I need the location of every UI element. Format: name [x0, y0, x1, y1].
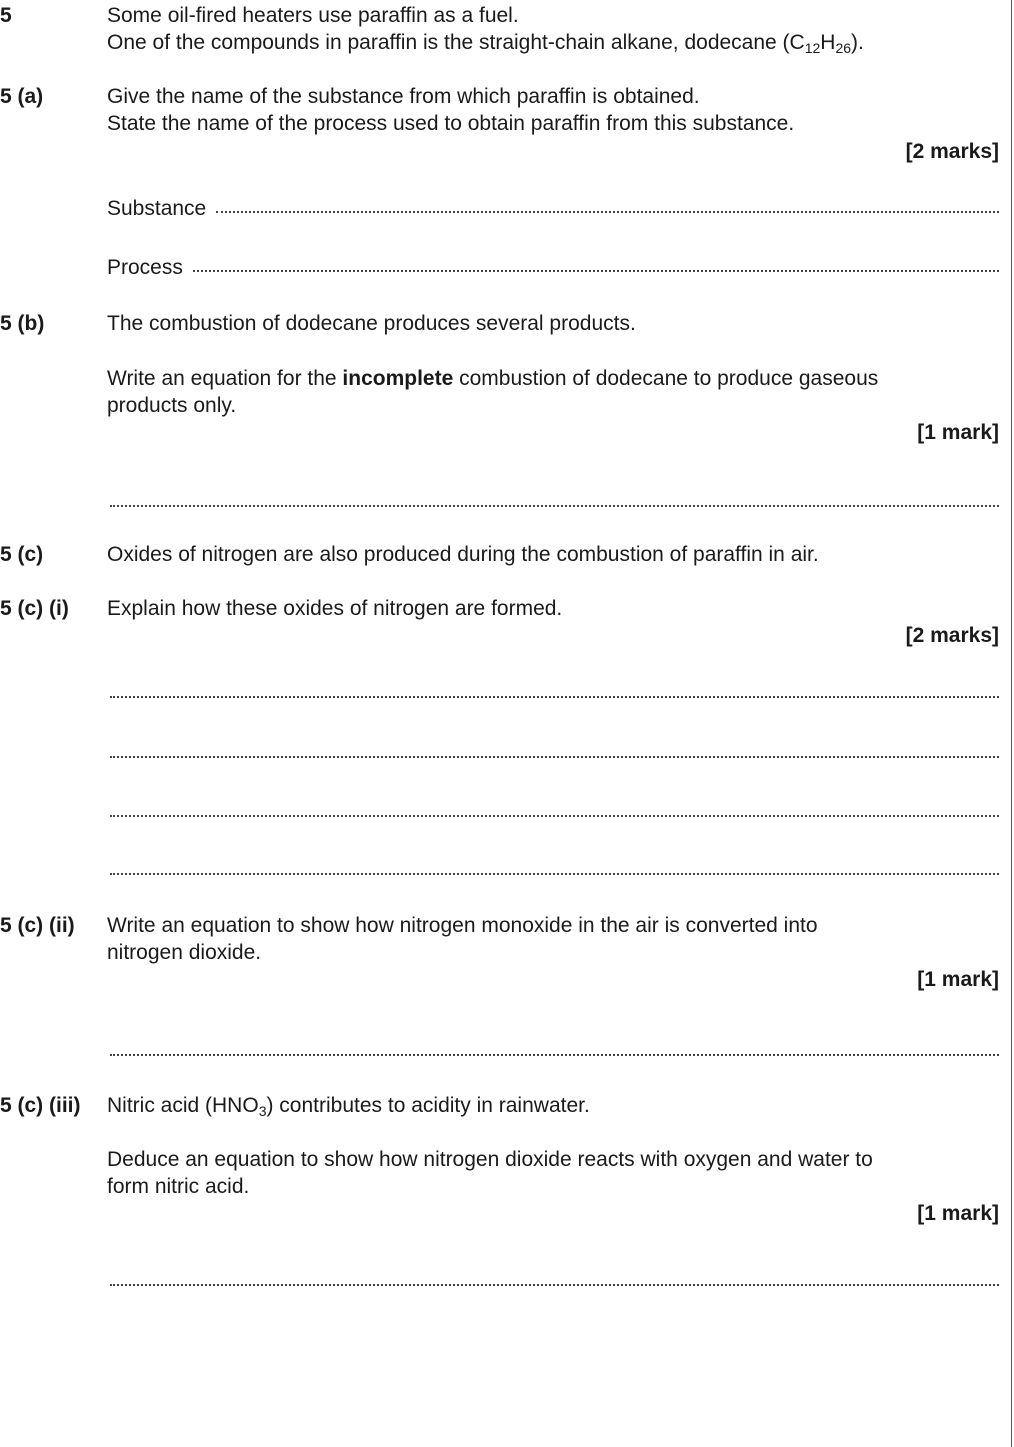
process-answer-field[interactable] — [107, 254, 999, 281]
part-c-ii-line-1: Write an equation to show how nitrogen monoxide in the air is converted into — [107, 914, 818, 937]
part-b-marks: [1 mark] — [917, 421, 999, 444]
part-c-i-answer-line-4[interactable] — [110, 873, 999, 875]
question-number: 5 — [0, 4, 12, 27]
part-c-iii-label: 5 (c) (iii) — [0, 1094, 81, 1117]
part-c-ii-answer-line[interactable] — [110, 1054, 999, 1056]
part-c-ii-line-2: nitrogen dioxide. — [107, 941, 262, 964]
part-b-answer-line[interactable] — [110, 505, 999, 507]
part-c-iii-marks: [1 mark] — [917, 1202, 999, 1225]
part-c-iii-line-1-text: Nitric acid (HNO — [107, 1094, 259, 1117]
substance-answer-field[interactable] — [107, 195, 999, 222]
substance-answer-line[interactable] — [216, 210, 999, 213]
part-a-line-2: State the name of the process used to obtain paraffin from this substance. — [107, 112, 795, 135]
formula-close: ). — [851, 31, 864, 54]
part-a-line-1: Give the name of the substance from which paraffin is obtained. — [107, 85, 700, 108]
part-c-line-1: Oxides of nitrogen are also produced during the combustion of paraffin in air. — [107, 543, 819, 566]
intro-line-2-text: One of the compounds in paraffin is the straight-chain alkane, dodecane (C — [107, 31, 805, 54]
part-a-label: 5 (a) — [0, 85, 44, 108]
part-c-iii-line-1 — [107, 1092, 987, 1119]
part-b-line-2-text: Write an equation for the — [107, 367, 343, 390]
incomplete-emphasis: incomplete — [342, 367, 454, 390]
page-edge-line — [1011, 0, 1012, 1447]
part-c-i-line-1: Explain how these oxides of nitrogen are formed. — [107, 597, 563, 620]
part-c-ii-label: 5 (c) (ii) — [0, 914, 75, 937]
formula-subscript-3: 3 — [258, 1103, 267, 1119]
part-b-line-3: products only. — [107, 394, 237, 417]
formula-subscript-26: 26 — [835, 40, 852, 56]
part-c-i-answer-line-3[interactable] — [110, 815, 999, 817]
part-c-label: 5 (c) — [0, 543, 44, 566]
part-c-iii-line-1-rest: ) contributes to acidity in rainwater. — [266, 1094, 590, 1117]
part-c-i-label: 5 (c) (i) — [0, 597, 69, 620]
formula-h: H — [820, 31, 836, 54]
part-c-iii-line-3: form nitric acid. — [107, 1175, 250, 1198]
formula-subscript-12: 12 — [804, 40, 821, 56]
part-c-i-answer-line-1[interactable] — [110, 696, 999, 698]
part-c-i-answer-line-2[interactable] — [110, 756, 999, 758]
part-b-label: 5 (b) — [0, 312, 45, 335]
part-b-line-2 — [107, 365, 987, 392]
part-c-iii-line-2: Deduce an equation to show how nitrogen dioxide reacts with oxygen and water to — [107, 1148, 873, 1171]
intro-line-1: Some oil-fired heaters use paraffin as a fuel. — [107, 4, 519, 27]
part-b-line-1: The combustion of dodecane produces several products. — [107, 312, 636, 335]
process-answer-line[interactable] — [193, 269, 999, 272]
part-b-line-2-rest: combustion of dodecane to produce gaseous — [453, 367, 879, 390]
part-c-i-marks: [2 marks] — [905, 624, 999, 647]
part-c-iii-answer-line[interactable] — [110, 1284, 999, 1286]
process-label: Process — [107, 256, 183, 279]
part-a-marks: [2 marks] — [905, 140, 999, 163]
intro-line-2 — [107, 29, 987, 56]
part-c-ii-marks: [1 mark] — [917, 968, 999, 991]
substance-label: Substance — [107, 197, 207, 220]
